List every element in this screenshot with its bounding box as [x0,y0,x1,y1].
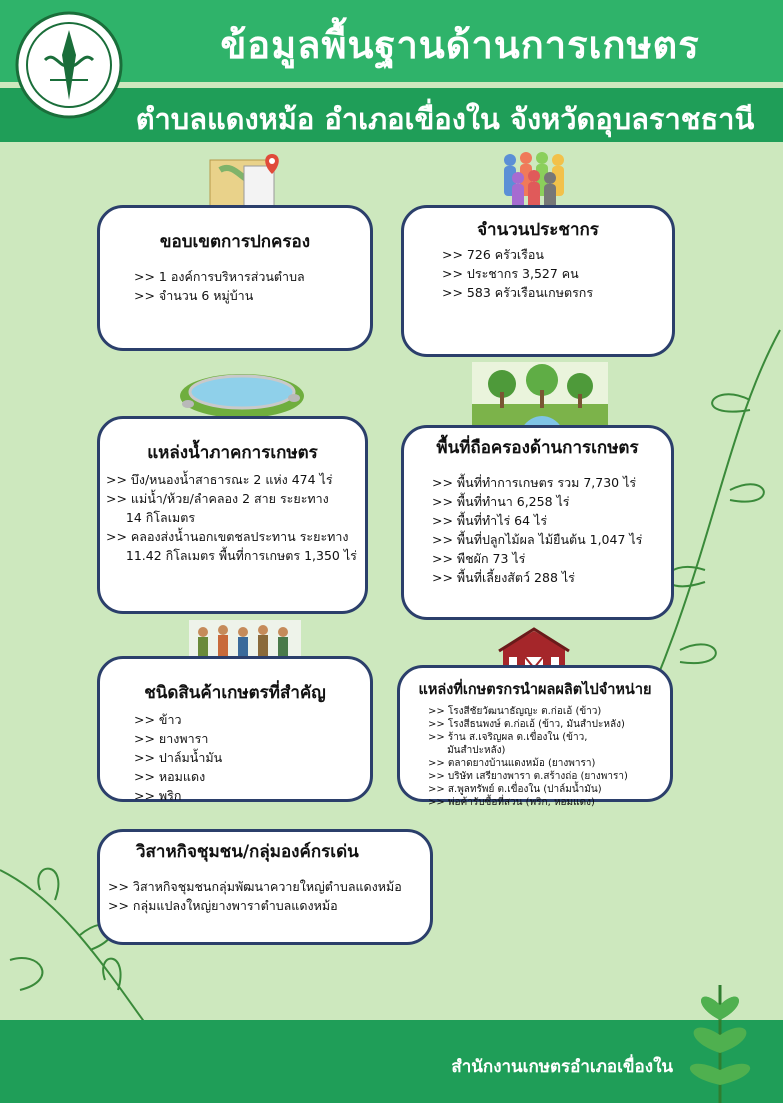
population-card [401,205,675,357]
list-item: >> ปาล์มน้ำมัน [134,750,223,765]
list-item: >> ตลาดยางบ้านแดงหม้อ (ยางพารา) [428,758,596,769]
community-enterprise-card [97,829,433,945]
list-item: >> พื้นที่ทำการเกษตร รวม 7,730 ไร่ [432,475,637,490]
land-title: พื้นที่ถือครองด้านการเกษตร [436,438,639,458]
markets-title: แหล่งที่เกษตรกรนำผลผลิตไปจำหน่าย [418,682,652,698]
list-item: >> พื้นที่ปลูกไม้ผล ไม้ยืนต้น 1,047 ไร่ [432,532,643,547]
admin-boundary-card [97,205,373,351]
list-item: >> ส.พูลทรัพย์ ต.เขื่องใน (ปาล์มน้ำมัน) [428,784,602,795]
list-item: >> กลุ่มแปลงใหญ่ยางพาราตำบลแดงหม้อ [108,898,338,913]
list-item: >> ยางพารา [134,731,209,746]
list-item: >> พื้นที่เลี้ยงสัตว์ 288 ไร่ [432,570,575,585]
pond-image [176,364,308,420]
markets-card [397,665,673,808]
list-item: >> บึง/หนองน้ำสาธารณะ 2 แห่ง 474 ไร่ [106,472,333,487]
list-item: >> คลองส่งน้ำนอกเขตชลประทาน ระยะทาง 11.42 กิโลเมตร พื้นที่การเกษตร 1,350 ไร่ [106,529,357,563]
list-item: >> จำนวน 6 หมู่บ้าน [134,288,254,303]
plant-decoration-footer [660,975,783,1103]
products-card [97,656,373,802]
farm-image [472,362,608,428]
list-item: >> พริก [134,788,182,803]
list-item: >> 726 ครัวเรือน [442,247,544,262]
page-subtitle: ตำบลแดงหม้อ อำเภอเขื่องใน จังหวัดอุบลราชธานี [135,102,755,136]
list-item: >> พื้นที่ทำนา 6,258 ไร่ [432,494,570,509]
list-item: >> 1 องค์การบริหารส่วนตำบล [134,269,305,284]
list-item: >> พื้นที่ทำไร่ 64 ไร่ [432,513,548,528]
list-item: >> พืชผัก 73 ไร่ [432,551,526,566]
admin-title: ขอบเขตการปกครอง [159,232,311,252]
water-title: แหล่งน้ำภาคการเกษตร [147,443,318,463]
products-title: ชนิดสินค้าเกษตรที่สำคัญ [144,683,326,703]
department-logo [10,10,128,120]
water-source-card [97,416,368,614]
list-item: >> โรงสีธนพงษ์ ต.ก่อเอ้ (ข้าว, มันสำปะหลัง) [428,719,625,730]
land-holding-card [401,425,674,620]
list-item: >> หอมแดง [134,769,206,784]
footer-office-name: สำนักงานเกษตรอำเภอเขื่องใน [451,1057,673,1077]
list-item: >> แม่น้ำ/ห้วย/ลำคลอง 2 สาย ระยะทาง 14 กิโลเมตร [106,491,329,525]
list-item: >> 583 ครัวเรือนเกษตรกร [442,285,594,300]
community-title: วิสาหกิจชุมชน/กลุ่มองค์กรเด่น [136,842,359,862]
header [0,0,783,142]
list-item: >> โรงสีชัยวัฒนาธัญญะ ต.ก่อเอ้ (ข้าว) [428,706,602,717]
list-item: >> พ่อค้ารับซื้อที่สวน (พริก, หอมแดง) [428,797,595,808]
page-title: ข้อมูลพื้นฐานด้านการเกษตร [220,23,700,67]
list-item: >> ประชากร 3,527 คน [442,266,579,281]
list-item: >> ร้าน ส.เจริญผล ต.เขื่องใน (ข้าว, มันสำปะหลัง) [428,732,588,756]
list-item: >> บริษัท เสรียางพารา ต.สร้างถ่อ (ยางพารา) [428,771,628,782]
list-item: >> วิสาหกิจชุมชนกลุ่มพัฒนาควายใหญ่ตำบลแดงหม้อ [108,879,402,894]
population-title: จำนวนประชากร [477,220,599,240]
list-item: >> ข้าว [134,712,182,727]
